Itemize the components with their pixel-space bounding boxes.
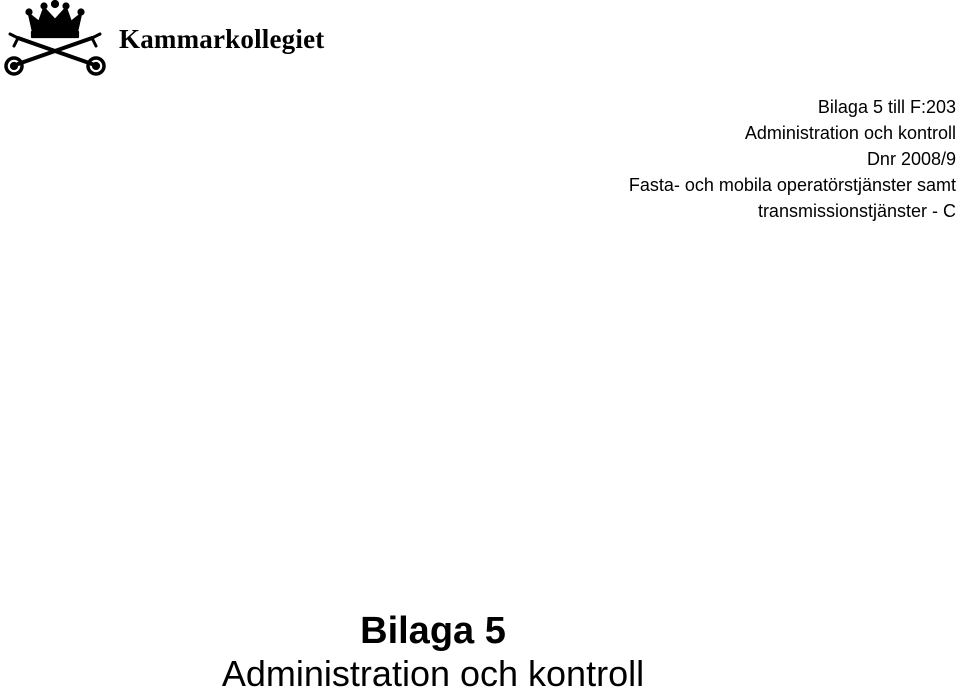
- organization-name: Kammarkollegiet: [119, 24, 325, 54]
- procurement-title-line-1: Fasta- och mobila operatörstjänster samt: [628, 175, 956, 195]
- appendix-topic: Administration och kontroll: [744, 123, 956, 143]
- document-title: Bilaga 5: [360, 610, 506, 652]
- appendix-reference: Bilaga 5 till F:203: [817, 97, 956, 117]
- document-subtitle: Administration och kontroll: [221, 653, 645, 694]
- procurement-title-line-2: transmissionstjänster - C: [757, 201, 956, 221]
- organization-logo: [0, 0, 345, 78]
- crown-and-crossed-keys-icon: [0, 0, 110, 78]
- document-reference-header: [629, 94, 956, 224]
- registration-number: Dnr 2008/9: [866, 149, 956, 169]
